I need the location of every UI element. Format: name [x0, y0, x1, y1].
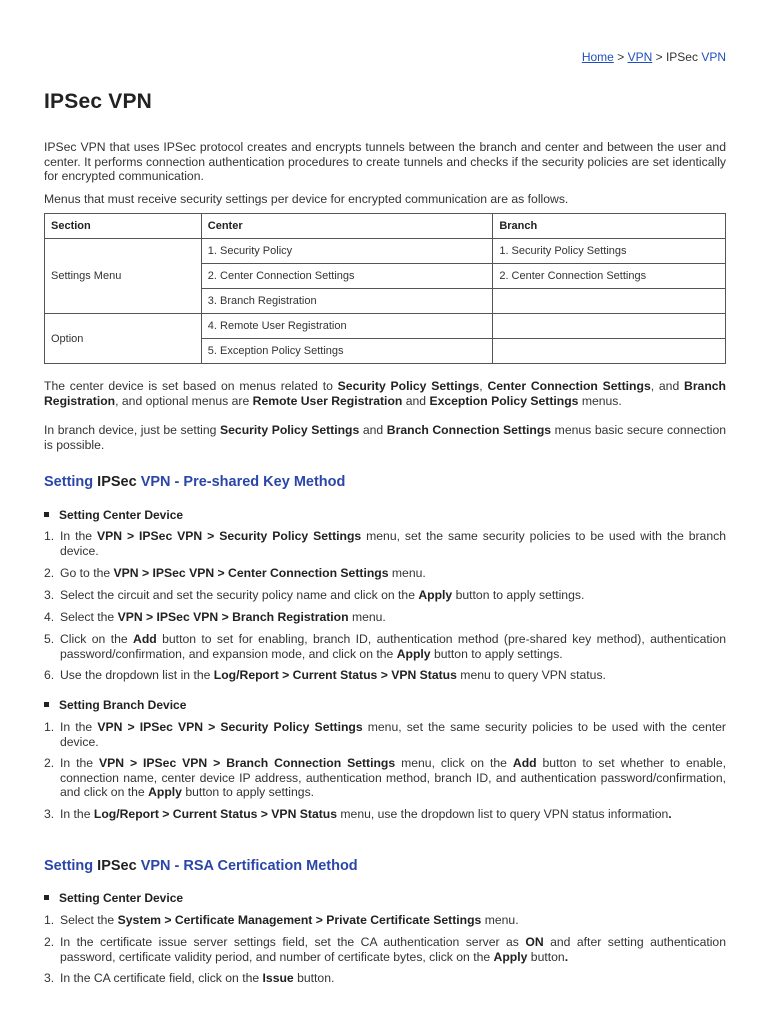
text-run: The center device is set based on menus related to: [44, 379, 338, 393]
text-run: , and: [650, 379, 685, 393]
text-run: button to set for enabling, branch ID, authentication method (pre-shared key method), authentication password/confirmation, and expansion mode, and click on the: [60, 632, 726, 661]
list-item: [44, 913, 726, 928]
breadcrumb-vpn-link[interactable]: VPN: [627, 50, 653, 64]
text-run: In the: [60, 529, 97, 543]
breadcrumb-current-accent: VPN: [701, 50, 726, 64]
table-header-cell: Section: [45, 214, 202, 239]
step-number: 5.: [44, 632, 55, 646]
text-run: Click on the: [60, 632, 134, 646]
step-number: 3.: [44, 807, 55, 821]
center-device-paragraph: [44, 379, 726, 408]
step-text: [60, 756, 726, 800]
section-heading-psk: [44, 474, 345, 490]
step-number: 4.: [44, 610, 55, 624]
table-section-cell: Option: [45, 314, 202, 364]
text-run: ,: [479, 379, 488, 393]
bullet-square-icon: [44, 895, 49, 900]
text-run: Select the: [60, 913, 118, 927]
text-run: menu, click on the: [395, 756, 513, 770]
bold-run: Issue: [262, 971, 294, 985]
step-number: 2.: [44, 935, 55, 949]
text-run: menu to query VPN status.: [456, 668, 606, 682]
text-run: , and optional menus are: [115, 393, 253, 408]
step-number: 2.: [44, 566, 55, 580]
bold-run: Apply: [396, 646, 431, 661]
step-text: [60, 935, 726, 964]
step-text: [60, 971, 726, 986]
step-text: [60, 566, 726, 581]
text-run: button to apply settings.: [430, 646, 563, 661]
bold-run: Log/Report > Current Status > VPN Status: [93, 807, 337, 821]
list-item: [44, 807, 726, 822]
text-run: button: [527, 949, 565, 964]
text-run: menu.: [388, 566, 426, 580]
step-text: [60, 913, 726, 928]
text-run: menu.: [481, 913, 519, 927]
subheading-label: Setting Branch Device: [59, 698, 187, 712]
text-run: In the: [60, 720, 98, 734]
subheading-branch-device: [44, 698, 186, 712]
text-run: Use the dropdown list in the: [60, 668, 214, 682]
table-cell: [493, 289, 726, 314]
text-run: In the: [60, 756, 99, 770]
bold-run: Apply: [148, 785, 182, 799]
bullet-square-icon: [44, 702, 49, 707]
bold-run: Apply: [418, 588, 453, 602]
text-run: In the certificate issue server settings field, set the CA authentication server as: [60, 935, 526, 949]
step-number: 2.: [44, 756, 55, 770]
subheading-center-device: [44, 891, 183, 905]
bold-run: Branch Registration: [44, 379, 727, 408]
bold-run: System > Certificate Management > Private Certificate Settings: [117, 913, 482, 927]
bold-run: Center Connection Settings: [487, 379, 651, 393]
list-item: [44, 588, 726, 603]
text-run: Select the: [60, 610, 118, 624]
breadcrumb: [582, 50, 726, 64]
heading-text: VPN - Pre-shared Key Method: [136, 474, 346, 490]
table-row: [45, 314, 726, 339]
table-row: [45, 239, 726, 264]
text-run: Select the circuit and set the security policy name and click on the: [60, 588, 419, 602]
bold-run: Apply: [493, 949, 528, 964]
step-number: 3.: [44, 588, 55, 602]
step-text: [60, 632, 726, 661]
table-section-cell: Settings Menu: [45, 239, 202, 314]
table-cell: 4. Remote User Registration: [201, 314, 493, 339]
table-cell: 2. Center Connection Settings: [493, 264, 726, 289]
text-run: menu, set the same security policies to be used with the branch device.: [60, 529, 726, 558]
breadcrumb-separator: >: [617, 50, 625, 64]
subheading-label: Setting Center Device: [59, 891, 184, 905]
list-item: [44, 632, 726, 661]
bold-run: VPN > IPSec VPN > Security Policy Settings: [96, 529, 362, 543]
bold-run: Add: [133, 632, 157, 646]
menus-table: [44, 213, 726, 364]
text-run: button.: [293, 971, 335, 985]
heading-text: IPSec: [97, 858, 137, 874]
section-heading-rsa: [44, 858, 358, 874]
text-run: Go to the: [60, 566, 114, 580]
step-text: [60, 807, 726, 822]
bold-run: VPN > IPSec VPN > Center Connection Settings: [113, 566, 389, 580]
step-text: [60, 610, 726, 625]
text-run: menus basic secure connection is possible.: [44, 423, 726, 452]
text-run: button to apply settings.: [452, 588, 585, 602]
heading-text: IPSec: [97, 474, 137, 490]
list-item: [44, 756, 726, 800]
heading-text: Setting: [44, 858, 98, 874]
table-header-cell: Branch: [493, 214, 726, 239]
subheading-center-device: [44, 508, 183, 522]
heading-text: Setting: [44, 474, 98, 490]
step-text: [60, 529, 726, 558]
bold-run: VPN > IPSec VPN > Branch Connection Settings: [98, 756, 396, 770]
bold-run: Add: [512, 756, 537, 770]
text-run: button to set whether to enable, connection name, center device IP address, authentication method, branch ID, and authentication password/confirmation, and click on the: [60, 756, 726, 799]
bold-run: .: [668, 807, 672, 821]
step-number: 6.: [44, 668, 55, 682]
table-cell: 1. Security Policy Settings: [493, 239, 726, 264]
text-run: In branch device, just be setting: [44, 423, 221, 437]
list-item: [44, 529, 726, 558]
bold-run: VPN > IPSec VPN > Branch Registration: [117, 610, 349, 624]
breadcrumb-separator: >: [655, 50, 663, 64]
table-cell: 5. Exception Policy Settings: [201, 339, 493, 364]
bold-run: Exception Policy Settings: [429, 393, 579, 408]
text-run: menu.: [348, 610, 386, 624]
bold-run: .: [564, 949, 569, 964]
table-cell: 1. Security Policy: [201, 239, 493, 264]
text-run: button to apply settings.: [181, 785, 315, 799]
list-item: [44, 668, 726, 683]
step-number: 1.: [44, 720, 55, 734]
heading-text: VPN - RSA Certification Method: [136, 858, 358, 874]
list-item: [44, 566, 726, 581]
table-cell: 3. Branch Registration: [201, 289, 493, 314]
list-item: [44, 720, 726, 749]
text-run: menu, set the same security policies to be used with the center device.: [60, 720, 726, 749]
text-run: In the: [60, 807, 94, 821]
step-text: [60, 720, 726, 749]
table-cell: [493, 339, 726, 364]
list-item: [44, 971, 726, 986]
table-cell: 2. Center Connection Settings: [201, 264, 493, 289]
page-title: IPSec VPN: [44, 90, 153, 113]
breadcrumb-home-link[interactable]: Home: [581, 50, 614, 64]
list-item: [44, 610, 726, 625]
text-run: and: [402, 393, 430, 408]
bold-run: Log/Report > Current Status > VPN Status: [213, 668, 457, 682]
menus-intro-paragraph: Menus that must receive security settings per device for encrypted communication are as follows.: [44, 192, 569, 206]
bold-run: Security Policy Settings: [337, 379, 480, 393]
text-run: In the CA certificate field, click on the: [60, 971, 263, 985]
step-text: [60, 668, 726, 683]
text-run: and after setting authentication password, certificate validity period, and number of certificate bytes, click on the: [60, 935, 726, 964]
breadcrumb-current: IPSec: [665, 50, 698, 64]
step-number: 3.: [44, 971, 55, 985]
branch-device-paragraph: [44, 423, 726, 452]
intro-paragraph: IPSec VPN that uses IPSec protocol creates and encrypts tunnels between the branch and center and between the user and center. It performs connection authentication procedures to create tunnels and checks if the security policies are set identically for encrypted communication.: [44, 140, 726, 183]
bold-run: VPN > IPSec VPN > Security Policy Settings: [97, 720, 363, 734]
table-header-cell: Center: [201, 214, 493, 239]
bold-run: Security Policy Settings: [220, 423, 360, 437]
table-cell: [493, 314, 726, 339]
bullet-square-icon: [44, 512, 49, 517]
text-run: and: [359, 423, 387, 437]
list-item: [44, 935, 726, 964]
step-number: 1.: [44, 913, 55, 927]
bold-run: Remote User Registration: [252, 393, 403, 408]
bold-run: Branch Connection Settings: [386, 423, 552, 437]
step-number: 1.: [44, 529, 55, 543]
step-text: [60, 588, 726, 603]
subheading-label: Setting Center Device: [59, 508, 184, 522]
text-run: menus.: [578, 393, 622, 408]
table-header-row: [45, 214, 726, 239]
text-run: menu, use the dropdown list to query VPN status information: [337, 807, 669, 821]
bold-run: ON: [525, 935, 544, 949]
